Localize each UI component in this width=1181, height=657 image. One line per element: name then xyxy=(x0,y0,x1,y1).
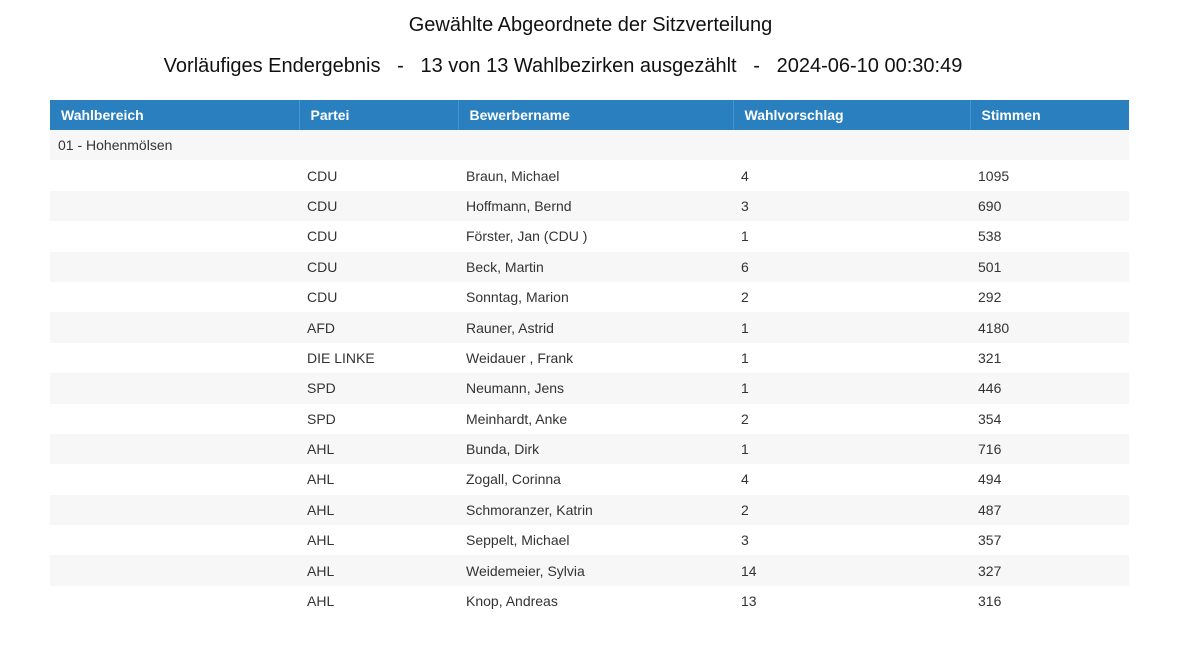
cell-partei: CDU xyxy=(307,167,338,184)
table-row xyxy=(50,221,1129,251)
cell-stimmen: 538 xyxy=(978,228,1002,245)
cell-wahlvorschlag: 4 xyxy=(741,471,749,488)
cell-stimmen: 1095 xyxy=(978,167,1010,184)
cell-wahlvorschlag: 1 xyxy=(741,441,749,458)
cell-wahlvorschlag: 2 xyxy=(741,410,749,427)
cell-wahlbereich xyxy=(50,221,299,251)
cell-bewerbername: Sonntag, Marion xyxy=(466,289,569,306)
table-row xyxy=(50,343,1129,373)
cell-stimmen: 4180 xyxy=(978,319,1010,336)
cell-wahlbereich xyxy=(50,373,299,403)
cell-bewerbername: Seppelt, Michael xyxy=(466,532,570,549)
cell-wahlbereich xyxy=(50,404,299,434)
results-table xyxy=(50,100,1129,616)
cell-bewerbername: Weidemeier, Sylvia xyxy=(466,562,585,579)
cell-wahlbereich xyxy=(50,464,299,494)
cell-bewerbername: Rauner, Astrid xyxy=(466,319,554,336)
table-cell xyxy=(970,130,1129,160)
table-row xyxy=(50,404,1129,434)
cell-partei: AHL xyxy=(307,562,335,579)
cell-stimmen: 357 xyxy=(978,532,1002,549)
cell-stimmen: 446 xyxy=(978,380,1002,397)
cell-partei: AHL xyxy=(307,501,335,518)
cell-stimmen: 501 xyxy=(978,258,1002,275)
table-row xyxy=(50,191,1129,221)
cell-bewerbername: Förster, Jan (CDU ) xyxy=(466,228,588,245)
table-header-row xyxy=(50,100,1129,130)
cell-wahlvorschlag: 6 xyxy=(741,258,749,275)
cell-stimmen: 716 xyxy=(978,441,1002,458)
cell-stimmen: 487 xyxy=(978,501,1002,518)
cell-wahlvorschlag: 2 xyxy=(741,289,749,306)
cell-bewerbername: Beck, Martin xyxy=(466,258,544,275)
cell-stimmen: 327 xyxy=(978,562,1002,579)
cell-wahlvorschlag: 3 xyxy=(741,197,749,214)
cell-partei: CDU xyxy=(307,258,338,275)
cell-stimmen: 690 xyxy=(978,197,1002,214)
cell-wahlbereich xyxy=(50,282,299,312)
cell-stimmen: 316 xyxy=(978,593,1002,610)
cell-wahlbereich xyxy=(50,191,299,221)
cell-bewerbername: Knop, Andreas xyxy=(466,593,558,610)
cell-partei: AHL xyxy=(307,441,335,458)
cell-wahlbereich xyxy=(50,160,299,190)
cell-wahlbereich xyxy=(50,555,299,585)
cell-wahlvorschlag: 14 xyxy=(741,562,757,579)
cell-partei: DIE LINKE xyxy=(307,349,375,366)
cell-wahlvorschlag: 1 xyxy=(741,319,749,336)
table-cell xyxy=(733,130,970,160)
table-row xyxy=(50,464,1129,494)
cell-wahlbereich xyxy=(50,252,299,282)
table-header xyxy=(50,100,1129,130)
cell-partei: CDU xyxy=(307,197,338,214)
table-row xyxy=(50,586,1129,616)
cell-bewerbername: Bunda, Dirk xyxy=(466,441,540,458)
region-row xyxy=(50,130,1129,160)
page-subtitle: Vorläufiges Endergebnis - 13 von 13 Wahlbezirken ausgezählt - 2024-06-10 00:30:49 xyxy=(163,55,963,77)
table-row xyxy=(50,252,1129,282)
table-body xyxy=(50,130,1129,616)
cell-wahlvorschlag: 1 xyxy=(741,349,749,366)
cell-wahlbereich xyxy=(50,343,299,373)
table-row xyxy=(50,373,1129,403)
cell-stimmen: 292 xyxy=(978,289,1002,306)
cell-bewerbername: Zogall, Corinna xyxy=(466,471,561,488)
cell-bewerbername: Schmoranzer, Katrin xyxy=(466,501,593,518)
cell-wahlvorschlag: 1 xyxy=(741,228,749,245)
page-title: Gewählte Abgeordnete der Sitzverteilung xyxy=(408,14,773,36)
cell-partei: CDU xyxy=(307,289,338,306)
cell-wahlbereich xyxy=(50,312,299,342)
column-header-bewerbername[interactable]: Bewerbername xyxy=(458,100,733,130)
cell-partei: SPD xyxy=(307,410,336,427)
table-cell xyxy=(299,130,458,160)
table-row xyxy=(50,312,1129,342)
column-header-partei[interactable]: Partei xyxy=(299,100,458,130)
cell-stimmen: 494 xyxy=(978,471,1002,488)
results-table-container xyxy=(50,100,1129,616)
table-row xyxy=(50,160,1129,190)
cell-wahlbereich xyxy=(50,586,299,616)
table-cell xyxy=(458,130,733,160)
cell-bewerbername: Braun, Michael xyxy=(466,167,560,184)
table-row xyxy=(50,434,1129,464)
cell-partei: AHL xyxy=(307,532,335,549)
cell-bewerbername: Meinhardt, Anke xyxy=(466,410,568,427)
cell-wahlvorschlag: 3 xyxy=(741,532,749,549)
cell-stimmen: 321 xyxy=(978,349,1002,366)
cell-partei: AHL xyxy=(307,593,335,610)
cell-wahlvorschlag: 1 xyxy=(741,380,749,397)
column-header-wahlbereich[interactable]: Wahlbereich xyxy=(50,100,299,130)
column-header-stimmen[interactable]: Stimmen xyxy=(981,107,1041,123)
cell-partei: AFD xyxy=(307,319,335,336)
region-cell: 01 - Hohenmölsen xyxy=(58,137,173,154)
cell-stimmen: 354 xyxy=(978,410,1002,427)
cell-bewerbername: Neumann, Jens xyxy=(466,380,565,397)
cell-wahlbereich xyxy=(50,434,299,464)
cell-wahlbereich xyxy=(50,525,299,555)
cell-partei: CDU xyxy=(307,228,338,245)
cell-wahlvorschlag: 4 xyxy=(741,167,749,184)
cell-bewerbername: Hoffmann, Bernd xyxy=(466,197,572,214)
table-row xyxy=(50,495,1129,525)
cell-wahlvorschlag: 13 xyxy=(741,593,757,610)
column-header-wahlvorschlag[interactable]: Wahlvorschlag xyxy=(733,100,970,130)
table-row xyxy=(50,555,1129,585)
table-row xyxy=(50,282,1129,312)
cell-partei: SPD xyxy=(307,380,336,397)
cell-bewerbername: Weidauer , Frank xyxy=(466,349,574,366)
cell-partei: AHL xyxy=(307,471,335,488)
table-row xyxy=(50,525,1129,555)
cell-wahlbereich xyxy=(50,495,299,525)
cell-wahlvorschlag: 2 xyxy=(741,501,749,518)
